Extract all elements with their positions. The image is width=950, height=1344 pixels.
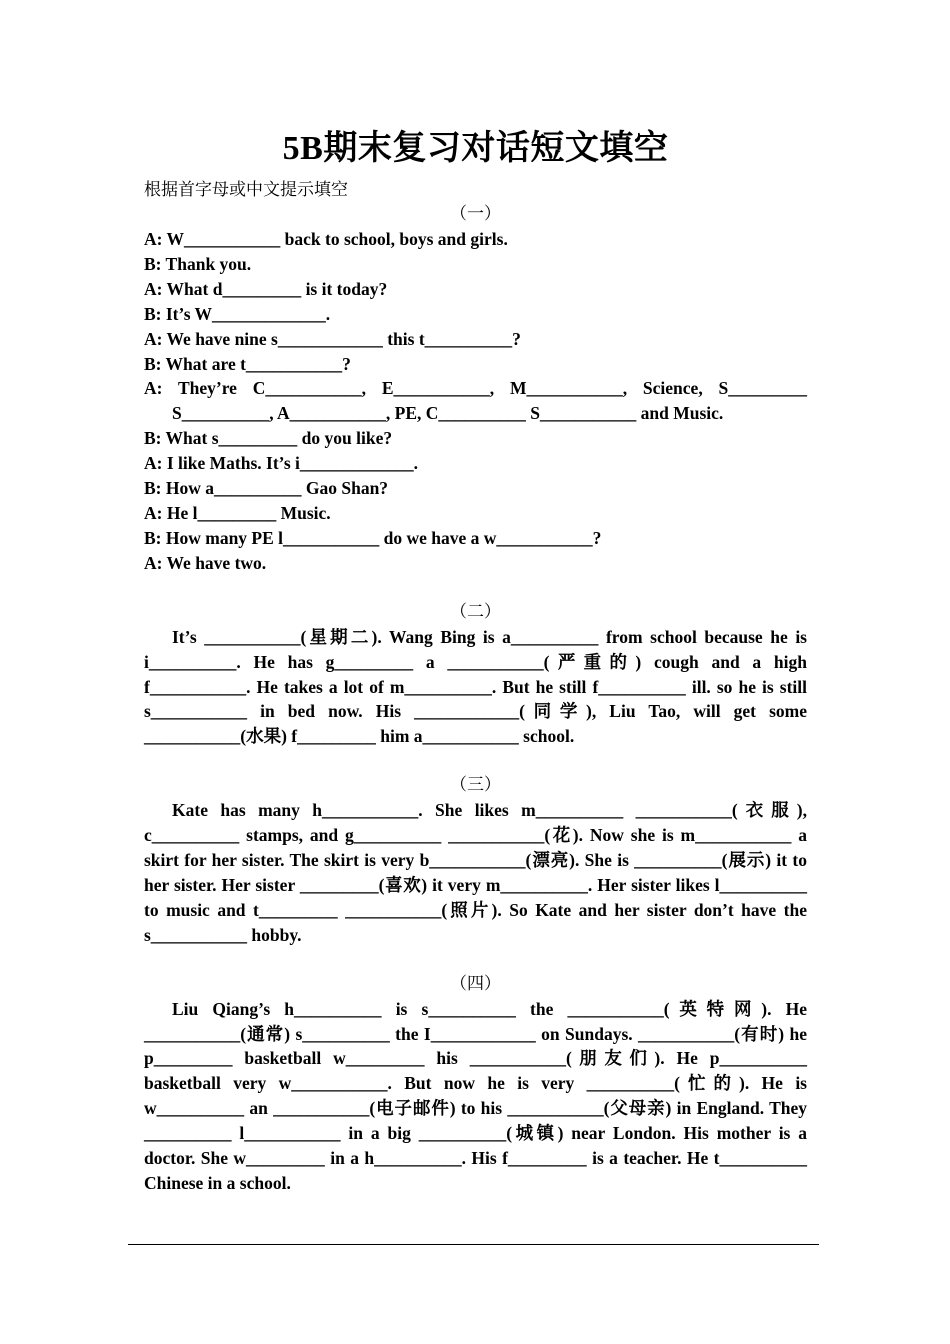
page-title: 5B期末复习对话短文填空 [282,130,669,167]
section-2 [144,600,807,750]
dialogue-line: A: I like Maths. It’s i_____________. [144,453,419,474]
dialogue-line: A: What d_________ is it today? [144,278,388,299]
spacer [144,576,807,600]
spacer [144,948,807,972]
section-heading: （一） [450,204,501,224]
dialogue-line: B: Thank you. [144,253,252,274]
spacer [144,749,807,773]
dialogue-line: A: They’re C___________, E___________, M___________, Science, S_________ S__________, A___________, PE, C__________ S___________ and Music. [144,378,807,424]
dialogue-line: B: What are t___________? [144,353,351,374]
dialogue-line: B: It’s W_____________. [144,303,331,324]
worksheet-page [144,126,807,1196]
dialogue-line: B: How a__________ Gao Shan? [144,478,389,499]
section-4 [144,972,807,1196]
section-heading: （三） [450,775,501,796]
footer-divider [128,1244,819,1245]
section-paragraph: Liu Qiang’s h__________ is s__________ the ___________(英特网). He ___________(通常) s__________ the I____________ on Sundays. ___________(有时) he p_________ basketball w_________ his ___________(朋友们). He p__________ basketball very w___________. But now he is very __________(忙的). He is w__________ an ___________(电子邮件) to his ___________(父母亲) in England. They __________ l___________ in a big __________(城镇) near London. His mother is a doctor. She w_________ in a h__________. His f_________ is a teacher. He t__________ Chinese in a school. [144,998,807,1193]
dialogue-line: A: We have nine s____________ this t__________? [144,328,521,349]
section-paragraph: It’s ___________(星期二). Wang Bing is a__________ from school because he is i__________. He has g_________ a ___________(严重的) cough and a high f___________. He takes a lot of m__________. But he still f__________ ill. so he is still s___________ in bed now. His ____________(同学), Liu Tao, will get some ___________(水果) f_________ him a___________ school. [144,626,807,747]
section-1 [144,202,807,576]
dialogue-line: A: We have two. [144,552,267,573]
section-heading: （四） [450,973,501,994]
dialogue-line: A: He l_________ Music. [144,502,331,523]
section-heading: （二） [450,601,501,622]
section-3 [144,773,807,947]
dialogue-line: B: What s_________ do you like? [144,428,393,449]
dialogue-line: B: How many PE l___________ do we have a w___________? [144,527,602,548]
instruction-text: 根据首字母或中文提示填空 [144,180,348,200]
dialogue-line: A: W___________ back to school, boys and girls. [144,229,508,249]
section-paragraph: Kate has many h___________. She likes m__________ ___________(衣服), c__________ stamps, and g__________ ___________(花). Now she is m___________ a skirt for her sister. The skirt is very b___________(漂亮). She is __________(展示) it to her sister. Her sister _________(喜欢) it very m__________. Her sister likes l__________ to music and t_________ ___________(照片). So Kate and her sister don’t have the s___________ hobby. [144,800,807,945]
